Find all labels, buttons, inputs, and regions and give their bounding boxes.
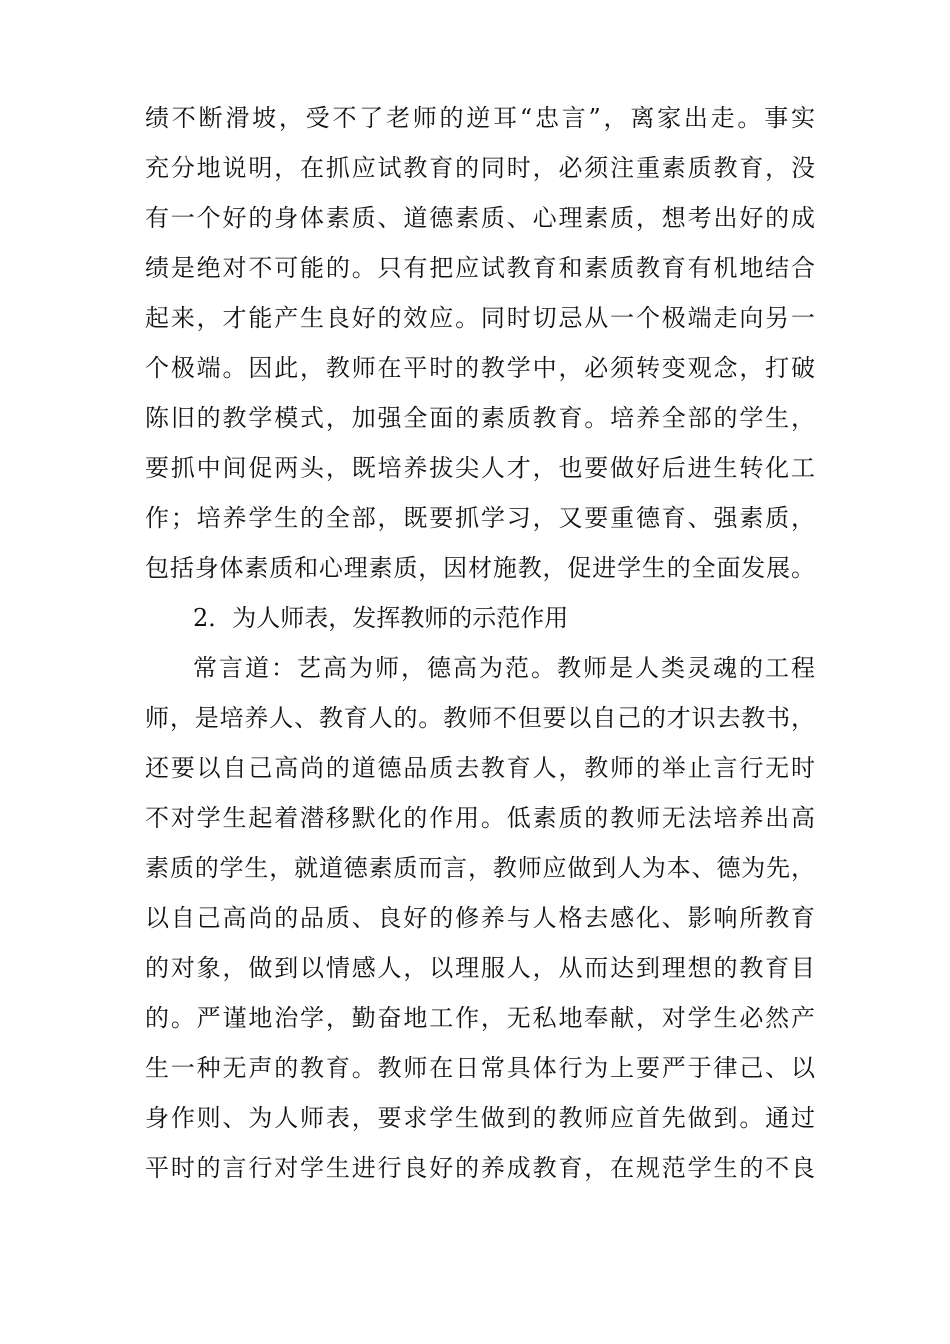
paragraph-1-line-9: 作；培养学生的全部，既要抓学习，又要重德育、强素质， xyxy=(145,504,815,532)
paragraph-2-line-5: 素质的学生，就道德素质而言，教师应做到人为本、德为先， xyxy=(145,854,815,882)
paragraph-1-line-10: 包括身体素质和心理素质，因材施教，促进学生的全面发展。 xyxy=(145,554,815,582)
paragraph-2-line-3: 还要以自己高尚的道德品质去教育人，教师的举止言行无时 xyxy=(145,754,815,782)
paragraph-1-line-4: 绩是绝对不可能的。只有把应试教育和素质教育有机地结合 xyxy=(145,254,815,282)
paragraph-2-line-1: 常言道：艺高为师，德高为范。教师是人类灵魂的工程 xyxy=(193,654,815,682)
paragraph-2-line-2: 师，是培养人、教育人的。教师不但要以自己的才识去教书， xyxy=(145,704,815,732)
paragraph-1-line-5: 起来，才能产生良好的效应。同时切忌从一个极端走向另一 xyxy=(145,304,815,332)
paragraph-2-line-8: 的。严谨地治学，勤奋地工作，无私地奉献，对学生必然产 xyxy=(145,1004,815,1032)
paragraph-2-line-11: 平时的言行对学生进行良好的养成教育，在规范学生的不良 xyxy=(145,1154,815,1182)
paragraph-1-line-7: 陈旧的教学模式，加强全面的素质教育。培养全部的学生， xyxy=(145,404,815,432)
paragraph-2-line-9: 生一种无声的教育。教师在日常具体行为上要严于律己、以 xyxy=(145,1054,815,1082)
paragraph-2-line-4: 不对学生起着潜移默化的作用。低素质的教师无法培养出高 xyxy=(145,804,815,832)
paragraph-1-line-3: 有一个好的身体素质、道德素质、心理素质，想考出好的成 xyxy=(145,204,815,232)
paragraph-2-line-6: 以自己高尚的品质、良好的修养与人格去感化、影响所教育 xyxy=(145,904,815,932)
section-heading: 2．为人师表，发挥教师的示范作用 xyxy=(193,604,569,632)
paragraph-1-line-1: 绩不断滑坡，受不了老师的逆耳“忠言”，离家出走。事实 xyxy=(145,104,815,132)
paragraph-2-line-7: 的对象，做到以情感人，以理服人，从而达到理想的教育目 xyxy=(145,954,815,982)
paragraph-2-line-10: 身作则、为人师表，要求学生做到的教师应首先做到。通过 xyxy=(145,1104,815,1132)
paragraph-1-line-2: 充分地说明，在抓应试教育的同时，必须注重素质教育，没 xyxy=(145,154,815,182)
paragraph-1-line-8: 要抓中间促两头，既培养拔尖人才，也要做好后进生转化工 xyxy=(145,454,815,482)
paragraph-1-line-6: 个极端。因此，教师在平时的教学中，必须转变观念，打破 xyxy=(145,354,815,382)
